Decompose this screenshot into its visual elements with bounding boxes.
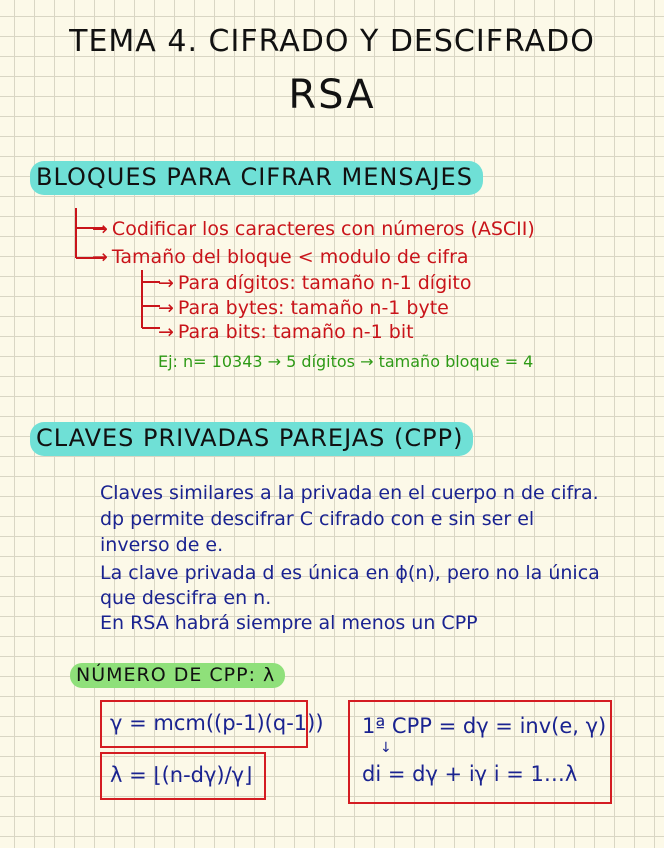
arrow-right-icon: →: [92, 218, 108, 240]
cpp-line-1: Claves similares a la privada en el cuerpo n de cifra.: [100, 482, 599, 504]
bullet-text-2: Tamaño del bloque < modulo de cifra: [111, 246, 469, 268]
sub-bullet-text-1: Para dígitos: tamaño n-1 dígito: [177, 272, 472, 294]
gamma-formula: γ = mcm((p-1)(q-1)): [110, 711, 324, 735]
cpp-line-3: inverso de e.: [100, 534, 224, 556]
first-cpp-formula: 1ª CPP = dγ = inv(e, γ): [362, 714, 607, 738]
arrow-right-icon: →: [92, 246, 108, 268]
lambda-formula: λ = ⌊(n-dγ)/γ⌋: [110, 763, 253, 787]
lambda-formula-box: [100, 752, 266, 800]
cpp-line-6: En RSA habrá siempre al menos un CPP: [100, 612, 478, 634]
cpp-line-4: La clave privada d es única en ϕ(n), pero no la única: [100, 562, 600, 584]
arrow-right-icon: →: [158, 321, 174, 343]
sub-bullet-1: [158, 272, 472, 294]
sub-bullet-2: [158, 297, 449, 319]
page-subtitle: RSA: [288, 72, 376, 118]
bullet-text-1: Codificar los caracteres con números (ASCII): [111, 218, 535, 240]
cpp-line-5: que descifra en n.: [100, 587, 272, 609]
arrow-right-icon: →: [158, 297, 174, 319]
gamma-formula-box: [100, 700, 324, 748]
arrow-right-icon: →: [158, 272, 174, 294]
page-title: TEMA 4. CIFRADO Y DESCIFRADO: [69, 24, 595, 59]
sub-bullet-text-2: Para bytes: tamaño n-1 byte: [177, 297, 449, 319]
example-line: Ej: n= 10343 → 5 dígitos → tamaño bloque = 4: [158, 352, 534, 371]
bullet-item-1: [92, 218, 535, 240]
section2-heading-wrap: [30, 424, 473, 452]
sub-bullet-text-3: Para bits: tamaño n-1 bit: [177, 321, 414, 343]
di-formula: di = dγ + iγ i = 1…λ: [362, 762, 578, 786]
section3-heading-wrap: [70, 664, 285, 686]
arrow-down-icon: ↓: [380, 740, 392, 756]
section1-heading: BLOQUES PARA CIFRAR MENSAJES: [30, 161, 483, 195]
section2-heading: CLAVES PRIVADAS PAREJAS (CPP): [30, 422, 473, 456]
sub-bullet-3: [158, 321, 414, 343]
section3-heading: NÚMERO DE CPP: λ: [70, 663, 285, 688]
cpp-line-2: dp permite descifrar C cifrado con e sin ser el: [100, 508, 535, 530]
section1-heading-wrap: [30, 163, 483, 191]
bullet-item-2: [92, 246, 469, 268]
cpp-formula-box: [348, 700, 612, 804]
